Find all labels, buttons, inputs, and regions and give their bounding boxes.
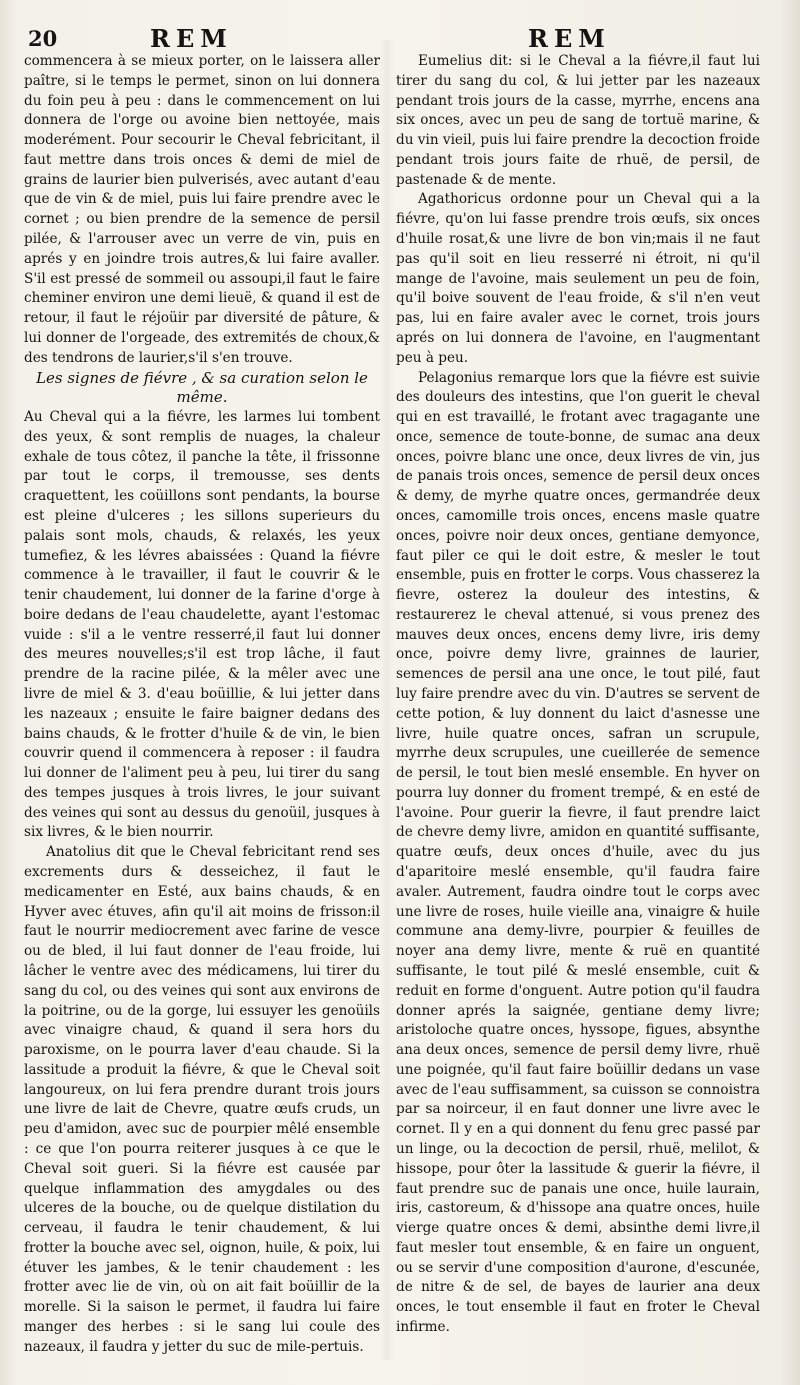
paragraph: commencera à se mieux porter, on le laissera aller paître, si le temps le permet, sinon on lui donnera du foin peu à peu : dans le commencement on lui donnera de l'orge ou avoine bien nettoyée, mais moderément. Pour secourir le Cheval febricitant, il faut mettre dans trois onces & demi de miel de grains de laurier bien pulverisés, avec autant d'eau que de vin & de miel, puis lui faire prendre avec le cornet ; ou bien prendre de la semence de persil pilée, & l'arrouser avec un verre de vin, puis en aprés y en joindre trois autres,& lui faire avaller. S'il est pressé de sommeil ou assoupi,il faut le faire cheminer environ une demi lieuë, & quand il est de retour, il faut le réjoüir par diversité de pâture, & lui donner de l'orgeade, des extremités de choux,& des tendrons de laurier,s'il s'en trouve.	[24, 53, 380, 366]
paragraph: Pelagonius remarque lors que la fiévre est suivie des douleurs des intestins, que l'on guerit le cheval qui en est travaillé, le frotant avec tragagante une once, semence de toute-bonne, de sumac ana deux onces, poivre blanc une once, deux livres de vin, jus de panais trois onces, semence de persil deux onces & demy, de myrhe quatre onces, germandrée deux onces, camomille trois onces, encens masle quatre onces, poivre noir deux onces, gentiane demyonce, faut piler ce qui le doit estre, & mesler le tout ensemble, puis en frotter le corps. Vous chasserez la fievre, osterez la douleur des intestins, & restaurerez le cheval attenué, si vous prenez des mauves deux onces, encens demy livre, iris demy once, poivre demy livre, grainnes de laurier, semences de persil ana une once, le tout pilé, faut luy faire prendre avec du vin. D'autres se servent de cette potion, & luy donnent du laict d'asnesse une livre, huile quatre onces, safran un scrupule, myrrhe deux scrupules, une cueillerée de semence de persil, le tout bien meslé ensemble. En hyver on pourra luy donner du froment trempé, & en esté de l'avoine. Pour guerir la fievre, il faut prendre laict de chevre demy livre, amidon en quantité suffisante, quatre œufs, deux onces d'huile, avec du jus d'aparitoire meslé ensemble, qu'il faudra faire avaler. Autrement, faudra oindre tout le corps avec une livre de roses, huile vieille ana, vinaigre & huile commune ana demy-livre, pourpier & feuilles de noyer ana demy livre, mente & ruë en quantité suffisante, le tout pilé & meslé ensemble, cuit & reduit en forme d'onguent. Autre potion qu'il faudra donner aprés la saignée, gentiane demy livre; aristoloche quatre onces, hyssope, figues, absynthe ana deux onces, semence de persil demy livre, rhuë une poignée, qu'il faut faire boüillir dedans un vase avec de l'eau suffisamment, sa cuisson se connoistra par sa noirceur, il en faut donner une livre avec le cornet. Il y en a qui donnent du fenu grec passé par un linge, ou la decoction de persil, rhuë, melilot, & hissope, pour ôter la lassitude & guerir la fiévre, il faut prendre suc de panais une once, huile laurain, iris, castoreum, & d'hissope ana quatre onces, huile vierge quatre onces & demi, absinthe demi livre,il faut mesler tout ensemble, & en faire un onguent, ou se servir d'une composition d'aurone, d'escunée, de nitre & de sel, de bayes de laurier ana deux onces, le tout ensemble il faut en froter le Cheval infirme.	[396, 369, 760, 1335]
column-gutter	[380, 40, 394, 1360]
section-heading: Les signes de fiévre , & sa curation selon le même.	[36, 368, 368, 407]
paragraph: Agathoricus ordonne pour un Cheval qui a la fiévre, qu'on lui fasse prendre trois œufs, six onces d'huile rosat,& une livre de bon vin;mais il ne faut pas qu'il soit en lieu resserré ni étroit, ni qu'il mange de l'avoine, mais seulement un peu de foin, qu'il boive souvent de l'eau froide, & s'il n'en veut pas, lui en faire avaler avec le cornet, trois jours aprés on lui donnera de l'avoine, en l'augmentant peu à peu.	[396, 191, 760, 366]
paragraph: Eumelius dit: si le Cheval a la fiévre,il faut lui tirer du sang du col, & lui jetter par les nazeaux pendant trois jours de la casse, myrrhe, encens ana six onces, avec un peu de sang de tortuë marine, & du vin vieil, puis lui faire prendre la decoction froide pendant trois jours faite de rhuë, de persil, de pastenade & de mente.	[396, 53, 760, 188]
running-head-right: REM	[528, 24, 611, 53]
left-text-column	[24, 52, 380, 1358]
running-head-left: REM	[150, 24, 233, 53]
paragraph: Anatolius dit que le Cheval febricitant rend ses excrements durs & desseichez, il faut le medicamenter en Esté, aux bains chauds, & en Hyver avec étuves, afin qu'il ait moins de frisson:il faut le nourrir mediocrement avec farine de vesce ou de bled, il lui faut donner de l'eau froide, lui lâcher le ventre avec des médicamens, lui tirer du sang du col, ou des veines qui sont aux environs de la poitrine, ou de la gorge, lui essuyer les genoüils avec vinaigre chaud, & quand il sera hors du paroxisme, on le pourra laver d'eau chaude. Si la lassitude a produit la fiévre, & que le Cheval soit langoureux, on lui fera prendre durant trois jours une livre de lait de Chevre, quatre œufs cruds, un peu d'amidon, avec suc de pourpier mêlé ensemble : ce que l'on pourra reiterer jusques à ce que le Cheval soit gueri. Si la fiévre est causée par quelque inflammation des amygdales ou des ulceres de la bouche, ou de quelque distilation du cerveau, il faudra le tenir chaudement, & lui frotter la bouche avec sel, oignon, huile, & poix, lui étuver les jambes, & le tenir chaudement : les frotter avec lie de vin, où on ait fait boüillir de la morelle. Si la saison le permet, il faudra lui faire manger des herbes : si le sang lui coule des nazeaux, il faudra y jetter du suc de mile-pertuis.	[24, 844, 380, 1355]
paragraph: Au Cheval qui a la fiévre, les larmes lui tombent des yeux, & sont remplis de nuages, la chaleur exhale de tous côtez, il panche la tête, il frissonne par tout le corps, il tremousse, ses dents craquettent, les coüillons sont pendants, la bourse est pleine d'ulceres ; les sillons superieurs du palais sont mols, chauds, & relaxés, les yeux tumefiez, & les lévres abaissées : Quand la fiévre commence à le travailler, il faut le couvrir & le tenir chaudement, lui donner de la farine d'orge à boire dedans de l'eau chaudelette, ayant l'estomac vuide : s'il a le ventre resserré,il faut lui donner des meures nouvelles;s'il est trop lâche, il faut prendre de la racine pilée, & la mêler avec une livre de miel & 3. d'eau boüillie, & lui jetter dans les nazeaux ; ensuite le faire baigner dedans des bains chauds, & le frotter d'huile & de vin, le bien couvrir quend il commencera à reposer : il faudra lui donner de l'aliment peu à peu, lui tirer du sang des tempes jusques à trois livres, le jour suivant des veines qui sont au dessus du genoüil, jusques à six livres, & le bien nourrir.	[24, 409, 380, 841]
page-header	[0, 24, 800, 54]
page-number: 20	[28, 26, 58, 51]
right-text-column	[396, 52, 760, 1338]
